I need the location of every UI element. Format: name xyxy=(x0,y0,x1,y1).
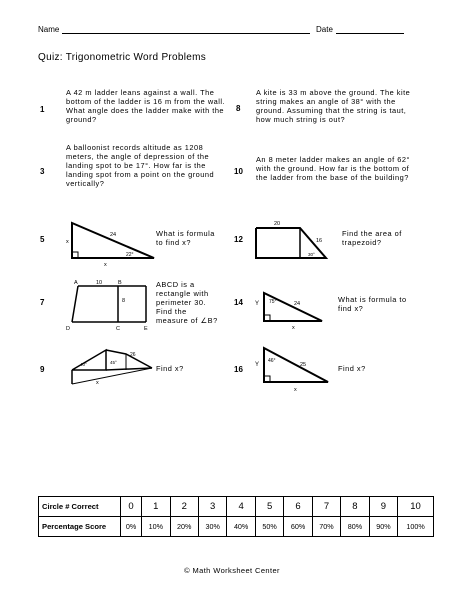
date-line[interactable] xyxy=(336,33,404,34)
score-percent-cell: 20% xyxy=(170,517,198,537)
q5-hyp-label: 24 xyxy=(110,232,117,238)
q7-side-label: 8 xyxy=(122,298,126,304)
question-text: Find x? xyxy=(338,364,366,373)
score-count-cell[interactable]: 2 xyxy=(170,497,198,517)
question-number: 8 xyxy=(236,104,241,113)
score-percent-cell: 90% xyxy=(369,517,397,537)
question-number: 3 xyxy=(40,167,45,176)
question-number: 10 xyxy=(234,167,243,176)
footer-credit: © Math Worksheet Center xyxy=(184,566,280,575)
score-row-label: Circle # Correct xyxy=(39,497,121,517)
q5-triangle-figure xyxy=(62,218,162,268)
question-number: 12 xyxy=(234,235,243,244)
score-percent-cell: 60% xyxy=(284,517,312,537)
question-text: An 8 meter ladder makes an angle of 62° with the ground. How far is the bottom of the ladder from the base of the building? xyxy=(256,155,410,182)
q5-side-label: x xyxy=(66,239,69,245)
question-text: What is formula to find x? xyxy=(156,229,215,247)
score-count-cell[interactable]: 4 xyxy=(227,497,255,517)
question-text: A balloonist records altitude as 1208 meters, the angle of depression of the landing spot to be 17°. How far is the landing spot from a point on the ground vertically? xyxy=(66,143,215,188)
q5-angle-label: 22° xyxy=(126,252,134,258)
q12-angle-label: 30° xyxy=(308,252,315,257)
question-number: 14 xyxy=(234,298,243,307)
q7-top-label: 10 xyxy=(96,280,103,286)
q9-side-label: 26 xyxy=(130,352,136,358)
q14-x-label: x xyxy=(292,325,295,331)
question-number: 16 xyxy=(234,365,243,374)
q16-hyp-label: 25 xyxy=(300,362,307,368)
q5-base-label: x xyxy=(104,262,107,268)
score-count-cell[interactable]: 6 xyxy=(284,497,312,517)
q12-side-label: 16 xyxy=(316,238,323,244)
score-count-cell[interactable]: 3 xyxy=(198,497,226,517)
q7-vertex-c: C xyxy=(116,326,120,332)
score-count-cell[interactable]: 8 xyxy=(341,497,369,517)
q9-angle-2: 45° xyxy=(110,360,117,365)
question-text: Find the area of trapezoid? xyxy=(342,229,402,247)
question-text: Find x? xyxy=(156,364,184,373)
q9-compound-figure xyxy=(62,344,156,390)
q12-trapezoid-figure xyxy=(252,218,332,266)
question-text: What is formula to find x? xyxy=(338,295,407,313)
question-number: 9 xyxy=(40,365,45,374)
score-count-cell[interactable]: 5 xyxy=(255,497,283,517)
q9-x-label: x xyxy=(96,380,99,386)
score-percent-cell: 30% xyxy=(198,517,226,537)
q16-side-y: Y xyxy=(255,362,260,368)
question-text: A kite is 33 m above the ground. The kite string makes an angle of 38° with the ground. Assuming that the string is taut, how much string is out? xyxy=(256,88,411,124)
score-percent-cell: 40% xyxy=(227,517,255,537)
score-percent-cell: 50% xyxy=(255,517,283,537)
q7-vertex-d: D xyxy=(66,326,70,332)
score-table xyxy=(38,496,434,537)
q14-triangle-figure xyxy=(252,287,332,333)
q7-vertex-e: E xyxy=(144,326,148,332)
score-count-cell[interactable]: 10 xyxy=(398,497,434,517)
score-percent-cell: 0% xyxy=(121,517,142,537)
score-count-cell[interactable]: 1 xyxy=(142,497,170,517)
date-label: Date xyxy=(316,25,333,34)
question-text: A 42 m ladder leans against a wall. The bottom of the ladder is 16 m from the wall. What angle does the ladder make with the ground? xyxy=(66,88,226,124)
q16-angle-label: 46° xyxy=(268,358,276,364)
q14-side-y: Y xyxy=(255,301,260,307)
q16-triangle-figure xyxy=(252,344,336,394)
score-percent-cell: 70% xyxy=(312,517,340,537)
name-label: Name xyxy=(38,25,60,34)
score-percent-cell: 10% xyxy=(142,517,170,537)
score-count-cell[interactable]: 0 xyxy=(121,497,142,517)
question-number: 1 xyxy=(40,105,45,114)
q12-top-label: 20 xyxy=(274,221,281,227)
score-percent-cell: 80% xyxy=(341,517,369,537)
question-number: 7 xyxy=(40,298,45,307)
q7-vertex-a: A xyxy=(74,280,78,286)
q16-x-label: x xyxy=(294,387,297,393)
score-percent-cell: 100% xyxy=(398,517,434,537)
score-count-cell[interactable]: 7 xyxy=(312,497,340,517)
q14-hyp-label: 24 xyxy=(294,301,301,307)
q7-vertex-b: B xyxy=(118,280,122,286)
page-title: Quiz: Trigonometric Word Problems xyxy=(38,52,207,63)
q9-angle-1: 40° xyxy=(80,362,87,367)
score-row-label: Percentage Score xyxy=(39,517,121,537)
score-count-cell[interactable]: 9 xyxy=(369,497,397,517)
question-text: ABCD is a rectangle with perimeter 30. Find the measure of ∠B? xyxy=(156,280,218,325)
q7-rectangle-figure xyxy=(62,276,154,332)
name-line[interactable] xyxy=(62,33,310,34)
question-number: 5 xyxy=(40,235,45,244)
q14-angle-label: 75° xyxy=(269,299,277,305)
